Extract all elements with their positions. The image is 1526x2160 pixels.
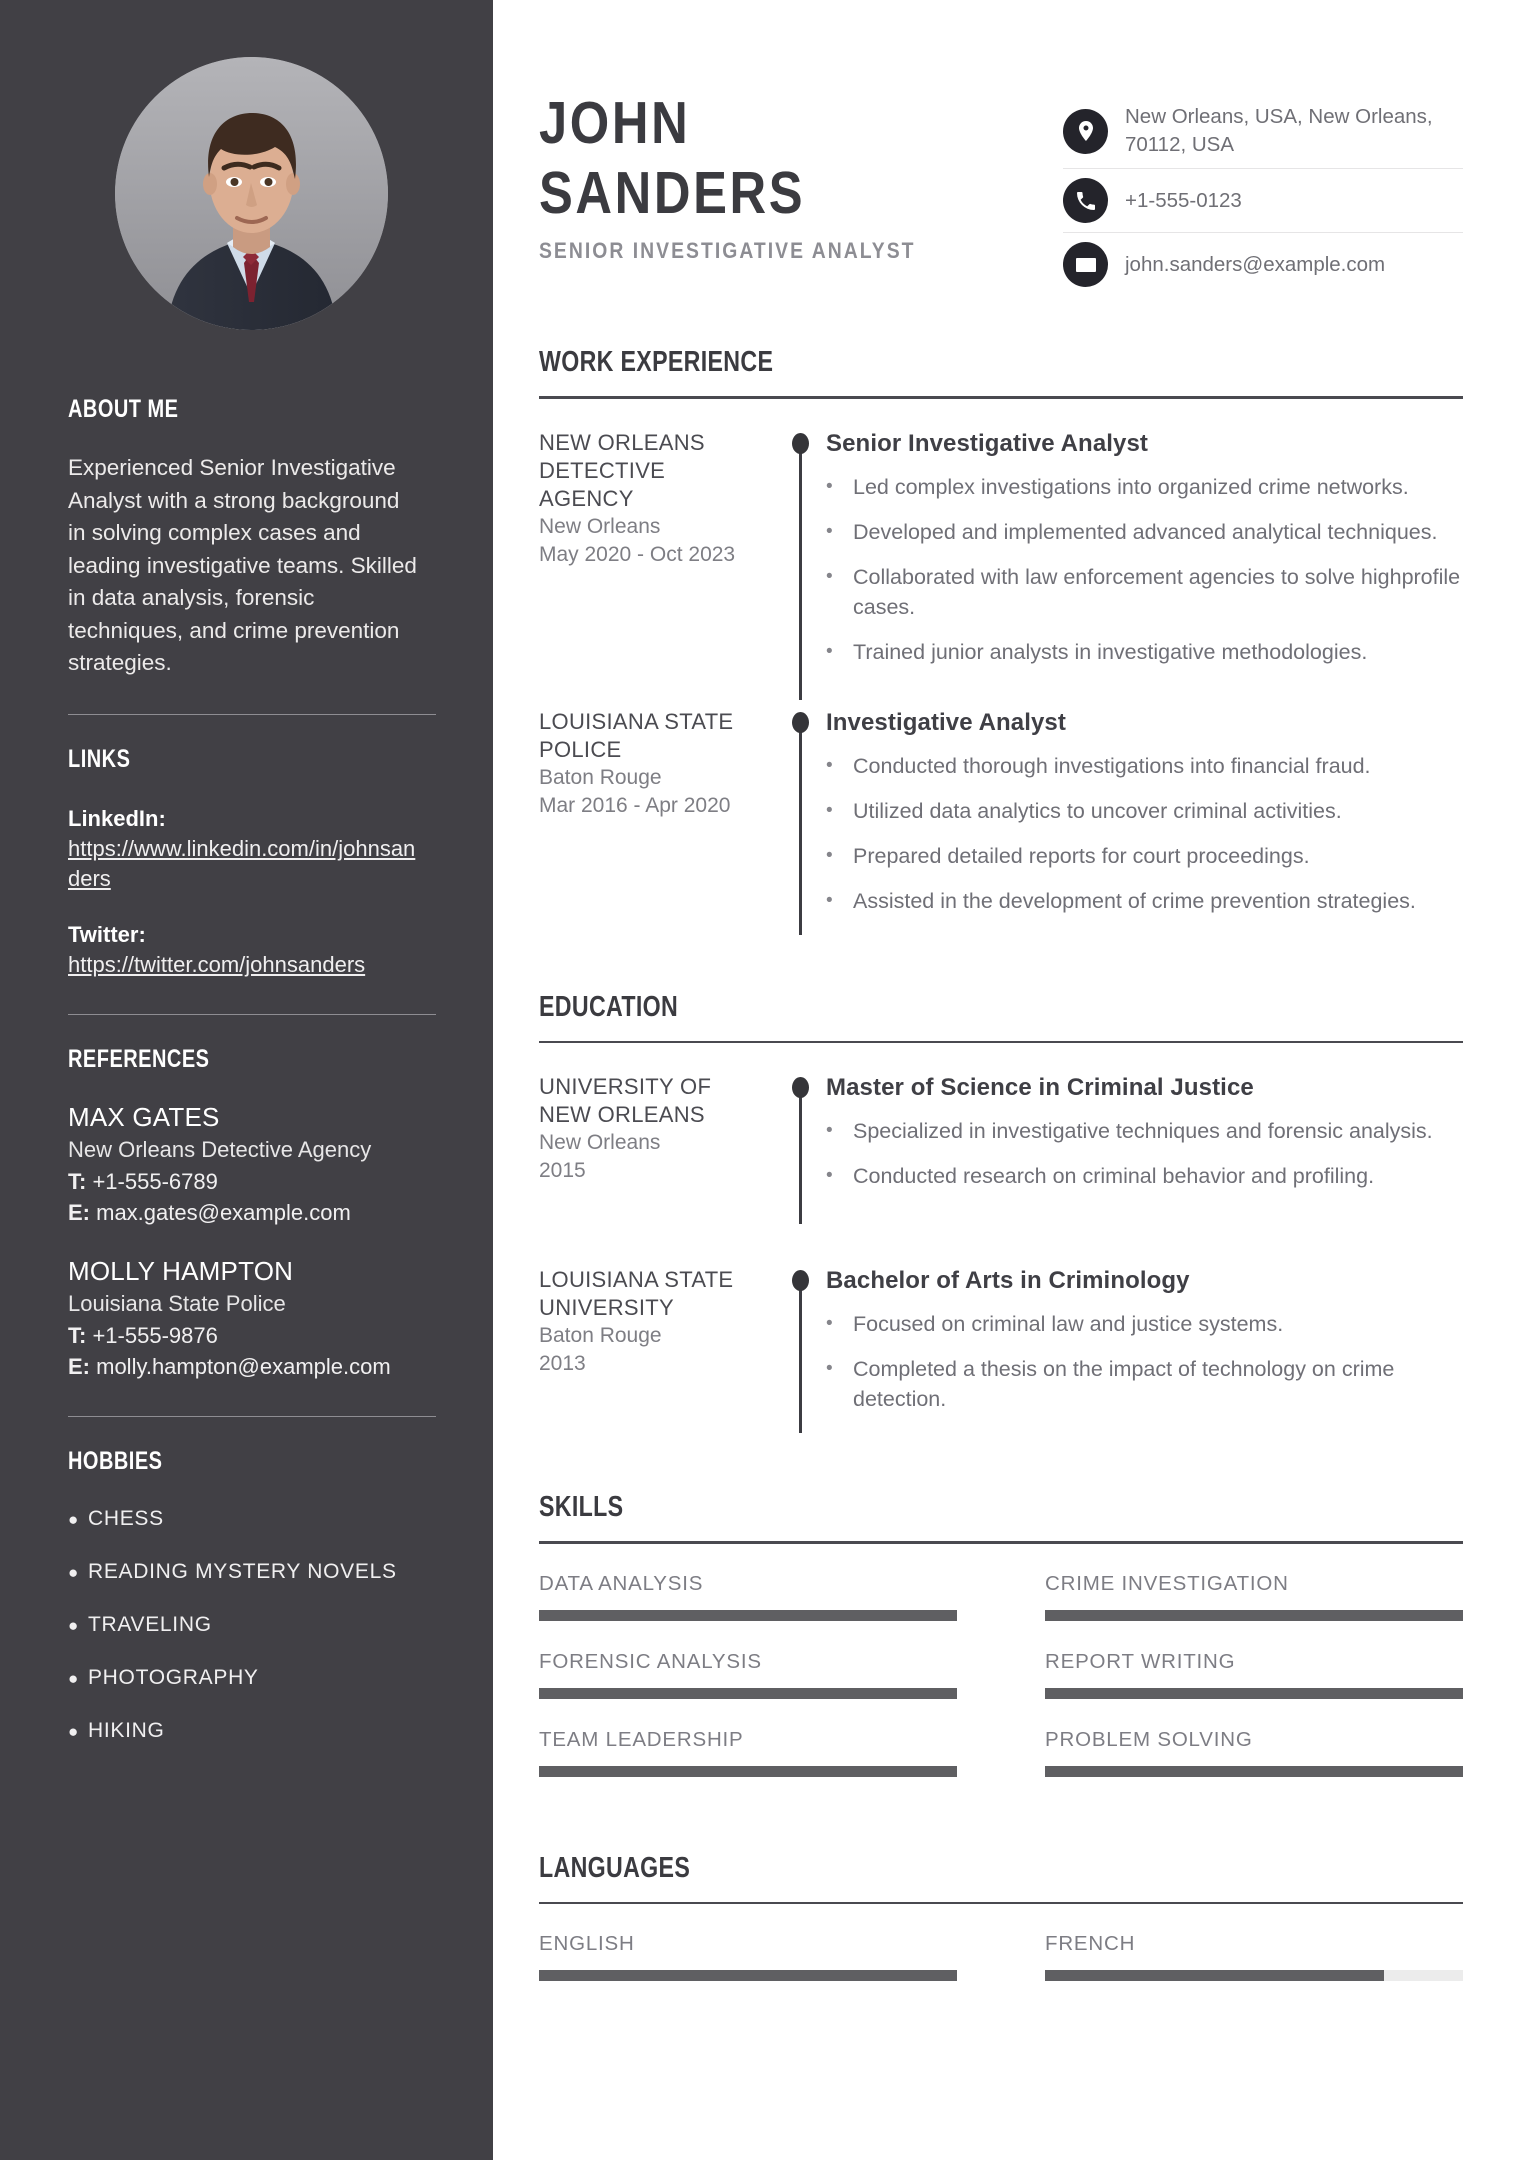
bullet-icon: ● <box>68 1509 79 1529</box>
list-item <box>826 1354 1463 1414</box>
languages-grid <box>539 1930 1463 2008</box>
spacer <box>68 894 425 920</box>
bullet-icon: • <box>826 1313 833 1334</box>
hobby-label: TRAVELING <box>87 1612 212 1636</box>
reference-email <box>68 1197 425 1228</box>
education-entry-meta <box>539 1073 784 1206</box>
responsibility-text: Conducted thorough investigations into financial fraud. <box>853 753 1371 778</box>
list-item <box>68 1612 425 1639</box>
email-label: E: <box>68 1353 90 1379</box>
section-divider <box>539 1902 1463 1905</box>
divider <box>68 1416 436 1417</box>
work-entry-meta <box>539 708 784 931</box>
reference-item <box>68 1254 425 1382</box>
about-section <box>68 395 425 680</box>
phone-icon <box>1063 178 1108 223</box>
school-location: New Orleans <box>539 1131 661 1154</box>
reference-phone <box>68 1320 425 1351</box>
reference-org: New Orleans Detective Agency <box>68 1136 372 1162</box>
contact-email: john.sanders@example.com <box>1125 252 1386 276</box>
first-name: JOHN <box>539 90 691 156</box>
bullet-icon: • <box>826 889 833 911</box>
bullet-icon: • <box>826 799 833 821</box>
references-section <box>68 1045 425 1382</box>
skill-bar-track <box>1045 1766 1463 1777</box>
skill-bar-fill <box>1045 1766 1463 1777</box>
education-detail-list <box>826 1309 1463 1414</box>
bullet-icon: ● <box>68 1615 79 1635</box>
list-item <box>826 1161 1463 1191</box>
contact-block <box>1063 88 1463 296</box>
responsibility-text: Assisted in the development of crime prevention strategies. <box>853 888 1416 913</box>
list-item <box>826 796 1463 826</box>
hobbies-list <box>68 1506 425 1745</box>
education-detail-text: Completed a thesis on the impact of technology on crime detection. <box>853 1357 1395 1411</box>
language-label: FRENCH <box>1045 1932 1136 1955</box>
education-entry-body <box>818 1266 1463 1429</box>
school-name: UNIVERSITY OF NEW ORLEANS <box>539 1074 712 1127</box>
hobby-label: PHOTOGRAPHY <box>87 1665 259 1689</box>
list-item <box>826 1309 1463 1339</box>
link-url-twitter[interactable]: https://twitter.com/johnsanders <box>68 951 366 977</box>
reference-name: MOLLY HAMPTON <box>68 1255 294 1286</box>
email-value: max.gates@example.com <box>96 1199 351 1225</box>
skill-bar-track <box>1045 1610 1463 1621</box>
main-content <box>493 0 1526 2160</box>
bullet-icon: • <box>826 754 833 776</box>
timeline-dot-icon <box>792 712 809 733</box>
responsibility-text: Trained junior analysts in investigative methodologies. <box>853 639 1368 664</box>
skill-bar-track <box>539 1766 957 1777</box>
about-heading: ABOUT ME <box>68 395 179 423</box>
school-location: Baton Rouge <box>539 1324 662 1347</box>
reference-org: Louisiana State Police <box>68 1290 286 1316</box>
skill-item <box>1045 1570 1463 1621</box>
email-value: molly.hampton@example.com <box>96 1353 391 1379</box>
language-item <box>539 1930 957 1981</box>
bullet-icon: ● <box>68 1562 79 1582</box>
work-experience-section <box>539 346 1463 931</box>
graduation-year: 2013 <box>539 1352 586 1375</box>
language-bar-fill <box>1045 1970 1384 1981</box>
education-entry <box>539 1073 1463 1206</box>
timeline-marker <box>784 1073 818 1206</box>
language-label: ENGLISH <box>539 1932 635 1955</box>
list-item <box>826 841 1463 871</box>
divider <box>68 714 436 715</box>
timeline-line <box>799 1276 802 1433</box>
timeline-dot-icon <box>792 1077 809 1098</box>
list-item <box>68 1506 425 1533</box>
responsibility-text: Collaborated with law enforcement agencies to solve highprofile cases. <box>853 564 1461 619</box>
skill-item <box>1045 1648 1463 1699</box>
skill-label: TEAM LEADERSHIP <box>539 1727 744 1751</box>
skill-bar-track <box>1045 1688 1463 1699</box>
skill-label: DATA ANALYSIS <box>539 1571 704 1595</box>
section-title-work-experience: WORK EXPERIENCE <box>539 346 774 378</box>
section-divider <box>539 1041 1463 1044</box>
hobbies-section <box>68 1447 425 1745</box>
phone-value: +1-555-6789 <box>92 1168 218 1194</box>
link-item-linkedin <box>68 804 425 894</box>
skill-bar-fill <box>539 1610 957 1621</box>
list-item <box>826 637 1463 667</box>
list-item <box>826 562 1463 622</box>
skills-grid <box>539 1570 1463 1804</box>
skill-item <box>539 1648 957 1699</box>
bullet-icon: • <box>826 565 833 587</box>
links-section <box>68 745 425 980</box>
skill-bar-fill <box>539 1766 957 1777</box>
section-divider <box>539 396 1463 399</box>
bullet-icon: • <box>826 1165 833 1186</box>
skill-label: CRIME INVESTIGATION <box>1045 1571 1289 1595</box>
timeline-line <box>799 1083 802 1224</box>
education-detail-text: Specialized in investigative techniques and forensic analysis. <box>853 1119 1433 1143</box>
skill-bar-fill <box>1045 1688 1463 1699</box>
timeline-line <box>799 718 802 935</box>
education-detail-list <box>826 1116 1463 1191</box>
bullet-icon: ● <box>68 1721 79 1741</box>
skill-bar-fill <box>539 1688 957 1699</box>
list-item <box>826 517 1463 547</box>
phone-value: +1-555-9876 <box>92 1322 218 1348</box>
work-entry-body <box>818 708 1463 931</box>
timeline-marker <box>784 708 818 931</box>
languages-section <box>539 1852 1463 2009</box>
list-item <box>826 886 1463 916</box>
contact-phone: +1-555-0123 <box>1125 188 1242 212</box>
last-name: SANDERS <box>539 160 806 226</box>
hobby-label: READING MYSTERY NOVELS <box>87 1559 397 1583</box>
contact-location: New Orleans, USA, New Orleans, 70112, USA <box>1125 105 1433 156</box>
email-label: E: <box>68 1199 90 1225</box>
education-detail-text: Focused on criminal law and justice systems. <box>853 1312 1284 1336</box>
work-entry-meta <box>539 429 784 682</box>
link-label: Twitter: <box>68 921 146 947</box>
bullet-icon: ● <box>68 1668 79 1688</box>
bullet-icon: • <box>826 844 833 866</box>
bullet-icon: • <box>826 1120 833 1141</box>
location-pin-icon <box>1063 109 1108 154</box>
responsibility-list <box>826 472 1463 667</box>
language-item <box>1045 1930 1463 1981</box>
education-entry <box>539 1266 1463 1429</box>
list-item <box>826 1116 1463 1146</box>
timeline-dot-icon <box>792 1270 809 1291</box>
skill-label: PROBLEM SOLVING <box>1045 1727 1253 1751</box>
employer-name: NEW ORLEANS DETECTIVE AGENCY <box>539 429 705 511</box>
employer-location: Baton Rouge <box>539 765 662 789</box>
bullet-icon: • <box>826 640 833 662</box>
contact-row-email <box>1063 232 1463 296</box>
links-heading: LINKS <box>68 744 131 773</box>
name-block <box>539 88 1059 264</box>
employer-name: LOUISIANA STATE POLICE <box>539 708 734 762</box>
work-entry-body <box>818 429 1463 682</box>
timeline-line <box>799 439 802 700</box>
skill-item <box>539 1726 957 1777</box>
references-heading: REFERENCES <box>68 1044 210 1073</box>
skill-item <box>539 1570 957 1621</box>
bullet-icon: • <box>826 520 833 542</box>
hobby-label: CHESS <box>87 1506 164 1530</box>
skill-bar-track <box>539 1688 957 1699</box>
language-bar-fill <box>539 1970 957 1981</box>
education-entry-meta <box>539 1266 784 1429</box>
responsibility-list <box>826 751 1463 916</box>
reference-name: MAX GATES <box>68 1101 220 1132</box>
list-item <box>826 472 1463 502</box>
section-title-languages: LANGUAGES <box>539 1851 691 1884</box>
about-text: Experienced Senior Investigative Analyst with a strong background in solving complex cases and leading investigative teams. Skilled in data analysis, forensic techniques, and crime prevention strategies. <box>68 455 417 675</box>
skills-section <box>539 1491 1463 1804</box>
employer-location: New Orleans <box>539 514 661 538</box>
list-item <box>826 751 1463 781</box>
list-item <box>68 1665 425 1692</box>
contact-row-phone <box>1063 168 1463 232</box>
responsibility-text: Prepared detailed reports for court proceedings. <box>853 843 1310 868</box>
link-label: LinkedIn: <box>68 805 166 831</box>
sidebar <box>0 0 493 2160</box>
hobbies-heading: HOBBIES <box>68 1446 163 1475</box>
envelope-icon <box>1063 242 1108 287</box>
employment-dates: May 2020 - Oct 2023 <box>539 542 736 566</box>
timeline-marker <box>784 1266 818 1429</box>
degree-name: Master of Science in Criminal Justice <box>826 1074 1254 1101</box>
link-url-linkedin[interactable]: https://www.linkedin.com/in/johnsanders <box>68 835 416 891</box>
skill-label: REPORT WRITING <box>1045 1649 1236 1673</box>
divider <box>68 1014 436 1015</box>
section-title-education: EDUCATION <box>539 990 679 1023</box>
education-detail-text: Conducted research on criminal behavior and profiling. <box>853 1164 1375 1188</box>
skill-label: FORENSIC ANALYSIS <box>539 1649 762 1673</box>
education-entry-body <box>818 1073 1463 1206</box>
reference-email <box>68 1351 425 1382</box>
contact-row-location <box>1063 94 1463 168</box>
hobby-label: HIKING <box>87 1718 165 1742</box>
timeline-dot-icon <box>792 433 809 454</box>
skill-bar-track <box>539 1610 957 1621</box>
skill-bar-fill <box>1045 1610 1463 1621</box>
language-bar-track <box>1045 1970 1463 1981</box>
link-item-twitter <box>68 920 425 980</box>
reference-phone <box>68 1166 425 1197</box>
job-role: Investigative Analyst <box>826 708 1066 736</box>
responsibility-text: Utilized data analytics to uncover criminal activities. <box>853 798 1342 823</box>
job-role: Senior Investigative Analyst <box>826 429 1149 457</box>
reference-item <box>68 1100 425 1228</box>
job-title: SENIOR INVESTIGATIVE ANALYST <box>539 238 916 263</box>
resume-header <box>539 0 1463 296</box>
language-bar-track <box>539 1970 957 1981</box>
profile-photo-illustration <box>115 57 388 330</box>
school-name: LOUISIANA STATE UNIVERSITY <box>539 1267 734 1320</box>
employment-dates: Mar 2016 - Apr 2020 <box>539 793 731 817</box>
responsibility-text: Led complex investigations into organized crime networks. <box>853 474 1409 499</box>
degree-name: Bachelor of Arts in Criminology <box>826 1267 1190 1294</box>
timeline-marker <box>784 429 818 682</box>
avatar <box>115 57 388 330</box>
section-title-skills: SKILLS <box>539 1491 624 1523</box>
bullet-icon: • <box>826 475 833 497</box>
work-entry <box>539 429 1463 682</box>
bullet-icon: • <box>826 1358 833 1379</box>
phone-label: T: <box>68 1322 87 1348</box>
list-item <box>68 1718 425 1745</box>
section-divider <box>539 1541 1463 1544</box>
education-section <box>539 991 1463 1430</box>
graduation-year: 2015 <box>539 1159 586 1182</box>
skill-item <box>1045 1726 1463 1777</box>
work-entry <box>539 708 1463 931</box>
phone-label: T: <box>68 1168 87 1194</box>
responsibility-text: Developed and implemented advanced analytical techniques. <box>853 519 1438 544</box>
list-item <box>68 1559 425 1586</box>
